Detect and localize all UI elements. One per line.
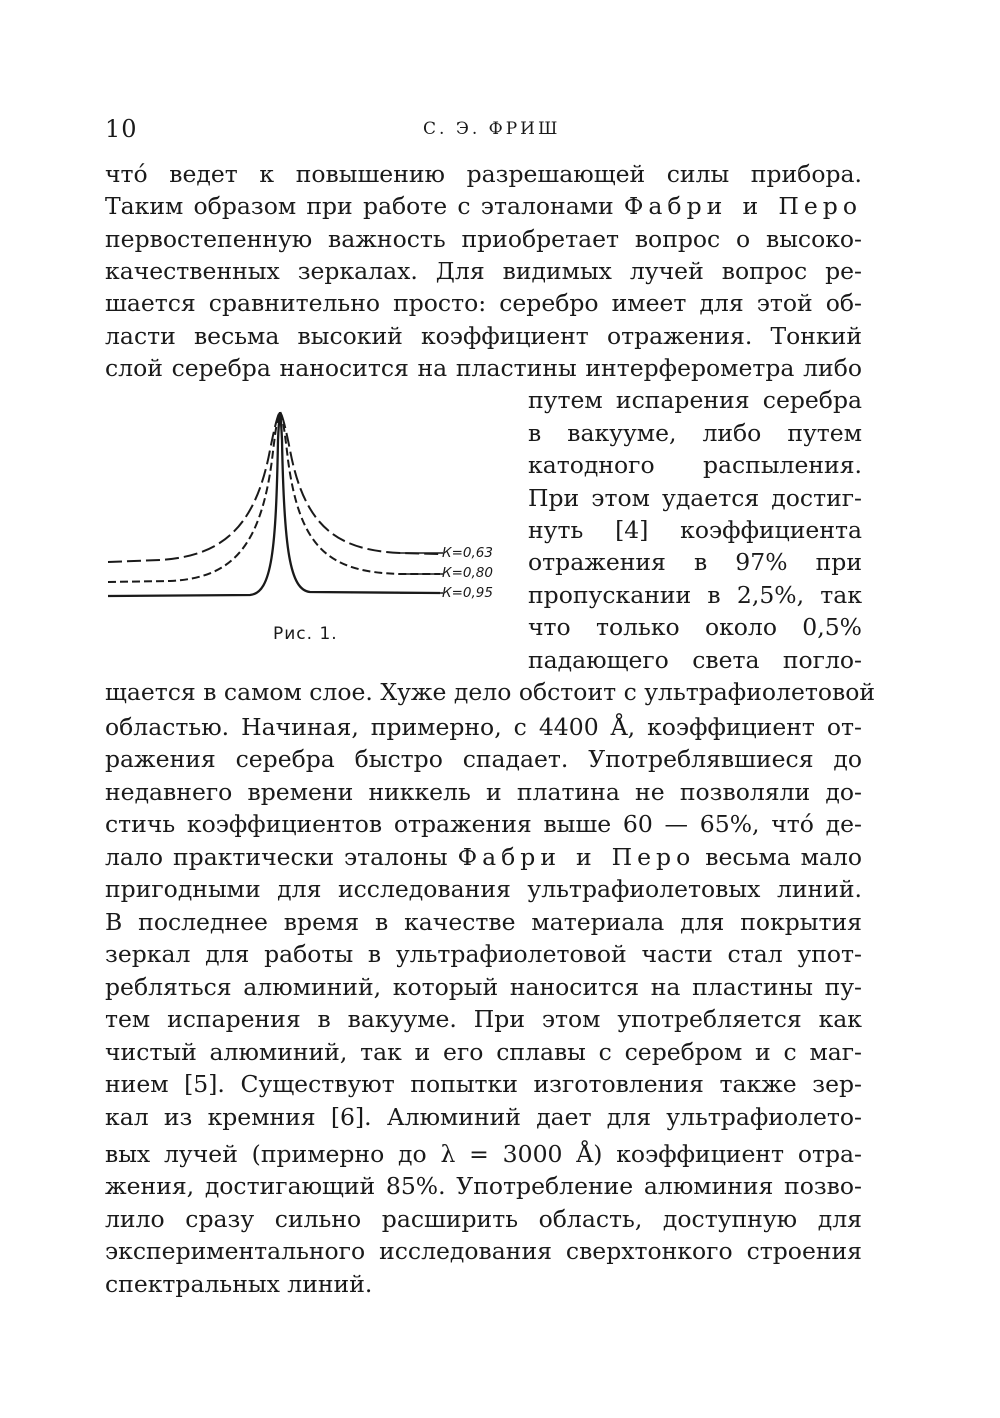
text-line: шается сравнительно просто: серебро имеет для этой об- [105, 289, 862, 317]
author-names: Фабри и Перо [623, 192, 862, 220]
text-line: нуть [4] коэффициента [528, 516, 862, 544]
text-line: спектральных линий. [105, 1270, 373, 1298]
figure-caption: Рис. 1. [273, 624, 338, 644]
text-span: Таким образом при работе с эталонами [105, 192, 614, 220]
text-line: падающего света погло- [528, 646, 862, 674]
text-line: ребляться алюминий, который наносится на пластины пу- [105, 973, 862, 1001]
text-line: лило сразу сильно расширить область, доступную для [105, 1205, 862, 1233]
curve-label: К=0,80 [442, 565, 493, 581]
page-header [105, 115, 860, 145]
curve-label: К=0,63 [442, 545, 493, 561]
text-line: экспериментального исследования сверхтонкого строения [105, 1237, 862, 1265]
text-line: первостепенную важность приобретает вопрос о высоко- [105, 225, 862, 253]
figure-1 [100, 400, 505, 660]
text-line: областью. Начиная, примерно, с 4400 Å, коэффициент от- [105, 713, 862, 741]
text-line: что́ ведет к повышению разрешающей силы прибора. [105, 160, 862, 188]
text-line: что только около 0,5% [528, 613, 862, 641]
text-line: путем испарения серебра [528, 386, 862, 414]
text-line: В последнее время в качестве материала для покрытия [105, 908, 862, 936]
text-line: недавнего времени никкель и платина не позволяли до- [105, 778, 862, 806]
text-line: щается в самом слое. Хуже дело обстоит с ультрафиолетовой [105, 678, 876, 706]
text-line: пригодными для исследования ультрафиолетовых линий. [105, 875, 862, 903]
text-span: весьма мало [705, 843, 862, 871]
text-line: кал из кремния [6]. Алюминий дает для ультрафиолето- [105, 1103, 862, 1131]
text-line: стичь коэффициентов отражения выше 60 — 65%, что́ де- [105, 810, 862, 838]
page-number: 10 [105, 115, 138, 143]
text-span: лало практически эталоны [105, 843, 448, 871]
text-line: чистый алюминий, так и его сплавы с серебром и с маг- [105, 1038, 862, 1066]
text-line: ражения серебра быстро спадает. Употреблявшиеся до [105, 745, 862, 773]
author-names: Фабри и Перо [457, 843, 696, 871]
text-line: в вакууме, либо путем [528, 419, 862, 447]
curve-k080 [108, 412, 440, 582]
text-line [105, 841, 862, 873]
text-line: слой серебра наносится на пластины интерферометра либо [105, 354, 862, 382]
curve-label: К=0,95 [442, 585, 493, 601]
resonance-curves [100, 400, 505, 615]
text-line: зеркал для работы в ультрафиолетовой части стал упот- [105, 940, 862, 968]
text-line [105, 190, 862, 222]
text-line: жения, достигающий 85%. Употребление алюминия позво- [105, 1172, 862, 1200]
text-line: тем испарения в вакууме. При этом употребляется как [105, 1005, 862, 1033]
text-line: качественных зеркалах. Для видимых лучей вопрос ре- [105, 257, 862, 285]
text-line: ласти весьма высокий коэффициент отражения. Тонкий [105, 322, 862, 350]
running-head: С. Э. ФРИШ [423, 119, 561, 139]
text-line: отражения в 97% при [528, 548, 862, 576]
text-line: вых лучей (примерно до λ = 3000 Å) коэффициент отра- [105, 1140, 862, 1168]
text-line: пропускании в 2,5%, так [528, 581, 862, 609]
text-line: При этом удается достиг- [528, 484, 862, 512]
text-line: катодного распыления. [528, 451, 862, 479]
text-line: нием [5]. Существуют попытки изготовления также зер- [105, 1070, 862, 1098]
